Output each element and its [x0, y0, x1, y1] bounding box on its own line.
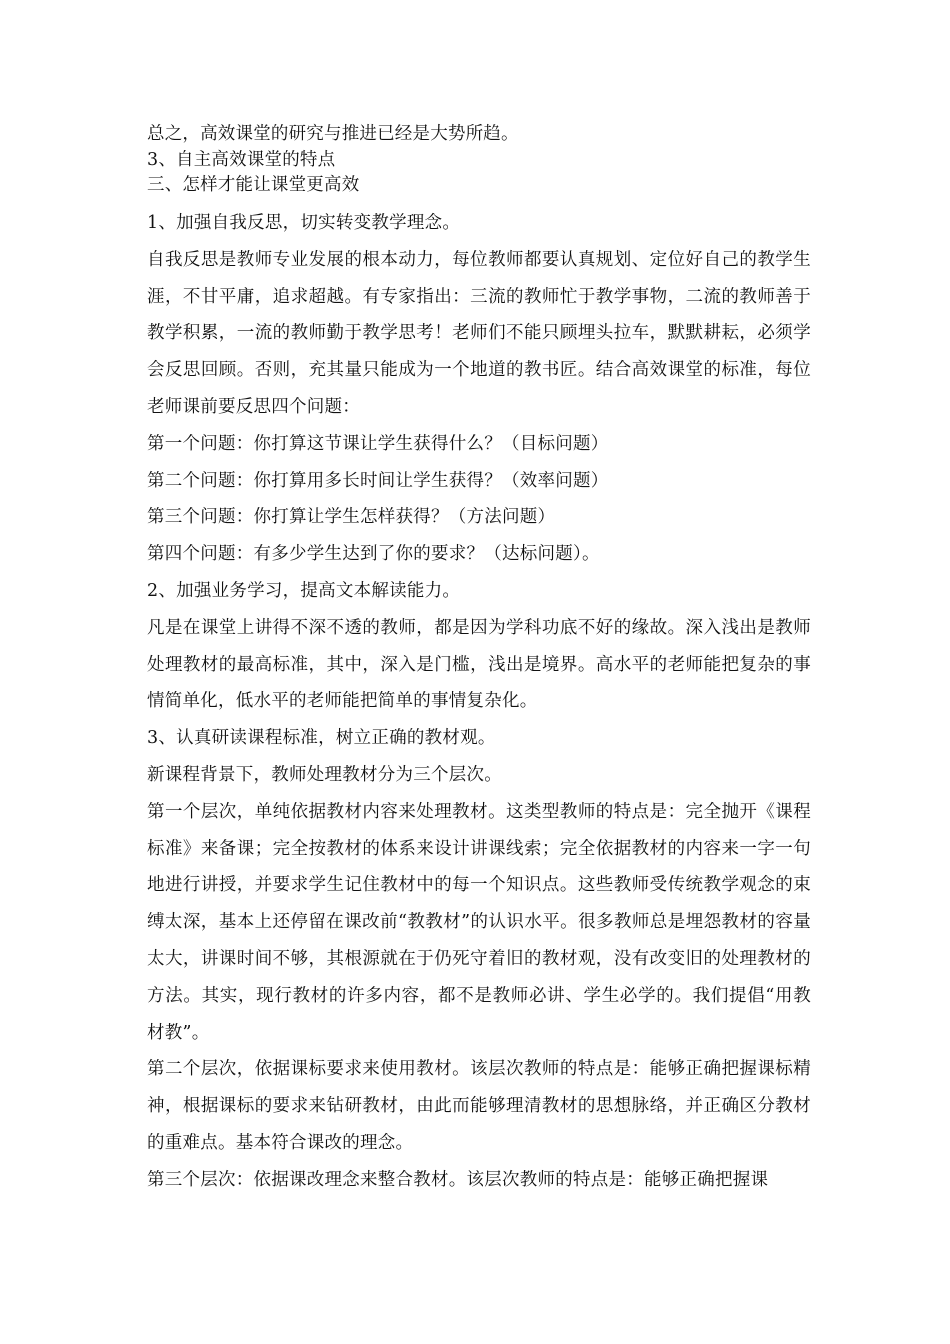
question-3: 第三个问题：你打算让学生怎样获得？（方法问题）	[147, 507, 556, 528]
paragraph-level-1: 第一个层次，单纯依据教材内容来处理教材。这类型教师的特点是：完全抛开《课程标准》来备课；完全按教材的体系来设计讲课线索；完全依据教材的内容来一字一句地进行讲授，并要求学生记住教材中的每一个知识点。这些教师受传统教学观念的束缚太深，基本上还停留在课改前“教教材”的认识水平。很多教师总是埋怨教材的容量太大，讲课时间不够，其根源就在于仍死守着旧的教材观，没有改变旧的处理教材的方法。其实，现行教材的许多内容，都不是教师必讲、学生必学的。我们提倡“用教材教”。	[147, 801, 811, 1043]
question-1: 第一个问题：你打算这节课让学生获得什么？（目标问题）	[147, 433, 609, 454]
section-heading-efficiency: 三、怎样才能让课堂更高效	[147, 175, 360, 195]
paragraph-business-study: 凡是在课堂上讲得不深不透的教师，都是因为学科功底不好的缘故。深入浅出是教师处理教材的最高标准，其中，深入是门槛，浅出是境界。高水平的老师能把复杂的事情简单化，低水平的老师能把简单的事情复杂化。	[147, 617, 811, 712]
section-heading-features: 3、自主高效课堂的特点	[147, 150, 336, 170]
heading-business-study: 2、加强业务学习，提高文本解读能力。	[147, 580, 461, 601]
paragraph-three-levels-intro: 新课程背景下，教师处理教材分为三个层次。	[147, 764, 502, 785]
heading-self-reflection: 1、加强自我反思，切实转变教学理念。	[147, 213, 461, 233]
heading-curriculum-standards: 3、认真研读课程标准，树立正确的教材观。	[147, 728, 496, 749]
summary-line: 总之，高效课堂的研究与推进已经是大势所趋。	[147, 124, 519, 144]
paragraph-self-reflection: 自我反思是教师专业发展的根本动力，每位教师都要认真规划、定位好自己的教学生涯，不甘平庸，追求超越。有专家指出：三流的教师忙于教学事物，二流的教师善于教学积累，一流的教师勤于教学思考！老师们不能只顾埋头拉车，默默耕耘，必须学会反思回顾。否则，充其量只能成为一个地道的教书匠。结合高效课堂的标准，每位老师课前要反思四个问题：	[147, 249, 811, 417]
paragraph-level-3: 第三个层次：依据课改理念来整合教材。该层次教师的特点是：能够正确把握课	[147, 1169, 769, 1190]
question-4: 第四个问题：有多少学生达到了你的要求？（达标问题）。	[147, 544, 600, 565]
body-text	[147, 205, 811, 1199]
question-2: 第二个问题：你打算用多长时间让学生获得？（效率问题）	[147, 470, 609, 491]
paragraph-level-2: 第二个层次，依据课标要求来使用教材。该层次教师的特点是：能够正确把握课标精神，根据课标的要求来钻研教材，由此而能够理清教材的思想脉络，并正确区分教材的重难点。基本符合课改的理念。	[147, 1059, 811, 1153]
